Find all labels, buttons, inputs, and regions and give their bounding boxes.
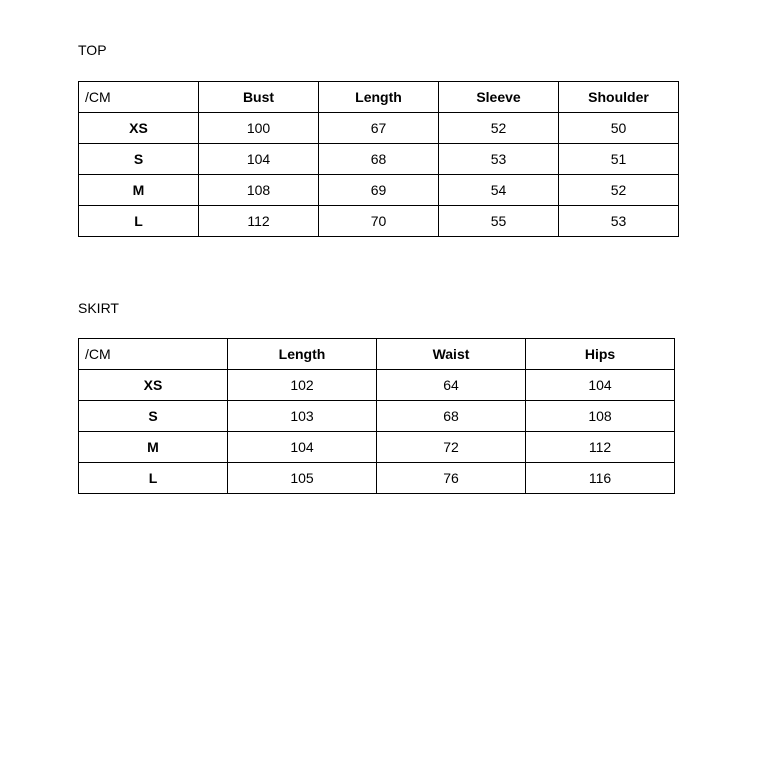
unit-header: /CM (79, 339, 228, 370)
table-row (79, 144, 679, 175)
column-header-length: Length (228, 339, 377, 370)
table-row (79, 206, 679, 237)
table-cell: 102 (228, 370, 377, 401)
table-header-row (79, 339, 675, 370)
size-label: M (79, 175, 199, 206)
column-header-sleeve: Sleeve (439, 82, 559, 113)
table-cell: 50 (559, 113, 679, 144)
table-row (79, 370, 675, 401)
table-cell: 76 (377, 463, 526, 494)
size-label: L (79, 206, 199, 237)
table-row (79, 113, 679, 144)
column-header-bust: Bust (199, 82, 319, 113)
table-row (79, 401, 675, 432)
table-cell: 104 (228, 432, 377, 463)
table-cell: 64 (377, 370, 526, 401)
skirt-section-title: SKIRT (78, 300, 119, 316)
table-cell: 51 (559, 144, 679, 175)
table-header-row (79, 82, 679, 113)
table-cell: 103 (228, 401, 377, 432)
table-cell: 55 (439, 206, 559, 237)
table-cell: 68 (319, 144, 439, 175)
table-cell: 68 (377, 401, 526, 432)
size-label: S (79, 401, 228, 432)
table-row (79, 432, 675, 463)
table-cell: 105 (228, 463, 377, 494)
table-cell: 72 (377, 432, 526, 463)
top-size-table (78, 81, 679, 237)
table-cell: 53 (559, 206, 679, 237)
skirt-size-table (78, 338, 675, 494)
column-header-waist: Waist (377, 339, 526, 370)
table-cell: 69 (319, 175, 439, 206)
table-cell: 52 (439, 113, 559, 144)
table-cell: 52 (559, 175, 679, 206)
table-cell: 100 (199, 113, 319, 144)
top-section-title: TOP (78, 42, 107, 58)
table-row (79, 463, 675, 494)
column-header-length: Length (319, 82, 439, 113)
table-cell: 112 (526, 432, 675, 463)
column-header-shoulder: Shoulder (559, 82, 679, 113)
table-cell: 108 (199, 175, 319, 206)
table-cell: 112 (199, 206, 319, 237)
table-cell: 116 (526, 463, 675, 494)
table-cell: 54 (439, 175, 559, 206)
unit-header: /CM (79, 82, 199, 113)
table-cell: 53 (439, 144, 559, 175)
table-cell: 67 (319, 113, 439, 144)
table-cell: 108 (526, 401, 675, 432)
table-cell: 104 (526, 370, 675, 401)
size-label: XS (79, 370, 228, 401)
table-row (79, 175, 679, 206)
column-header-hips: Hips (526, 339, 675, 370)
size-label: S (79, 144, 199, 175)
size-label: XS (79, 113, 199, 144)
table-cell: 70 (319, 206, 439, 237)
size-label: M (79, 432, 228, 463)
size-label: L (79, 463, 228, 494)
table-cell: 104 (199, 144, 319, 175)
